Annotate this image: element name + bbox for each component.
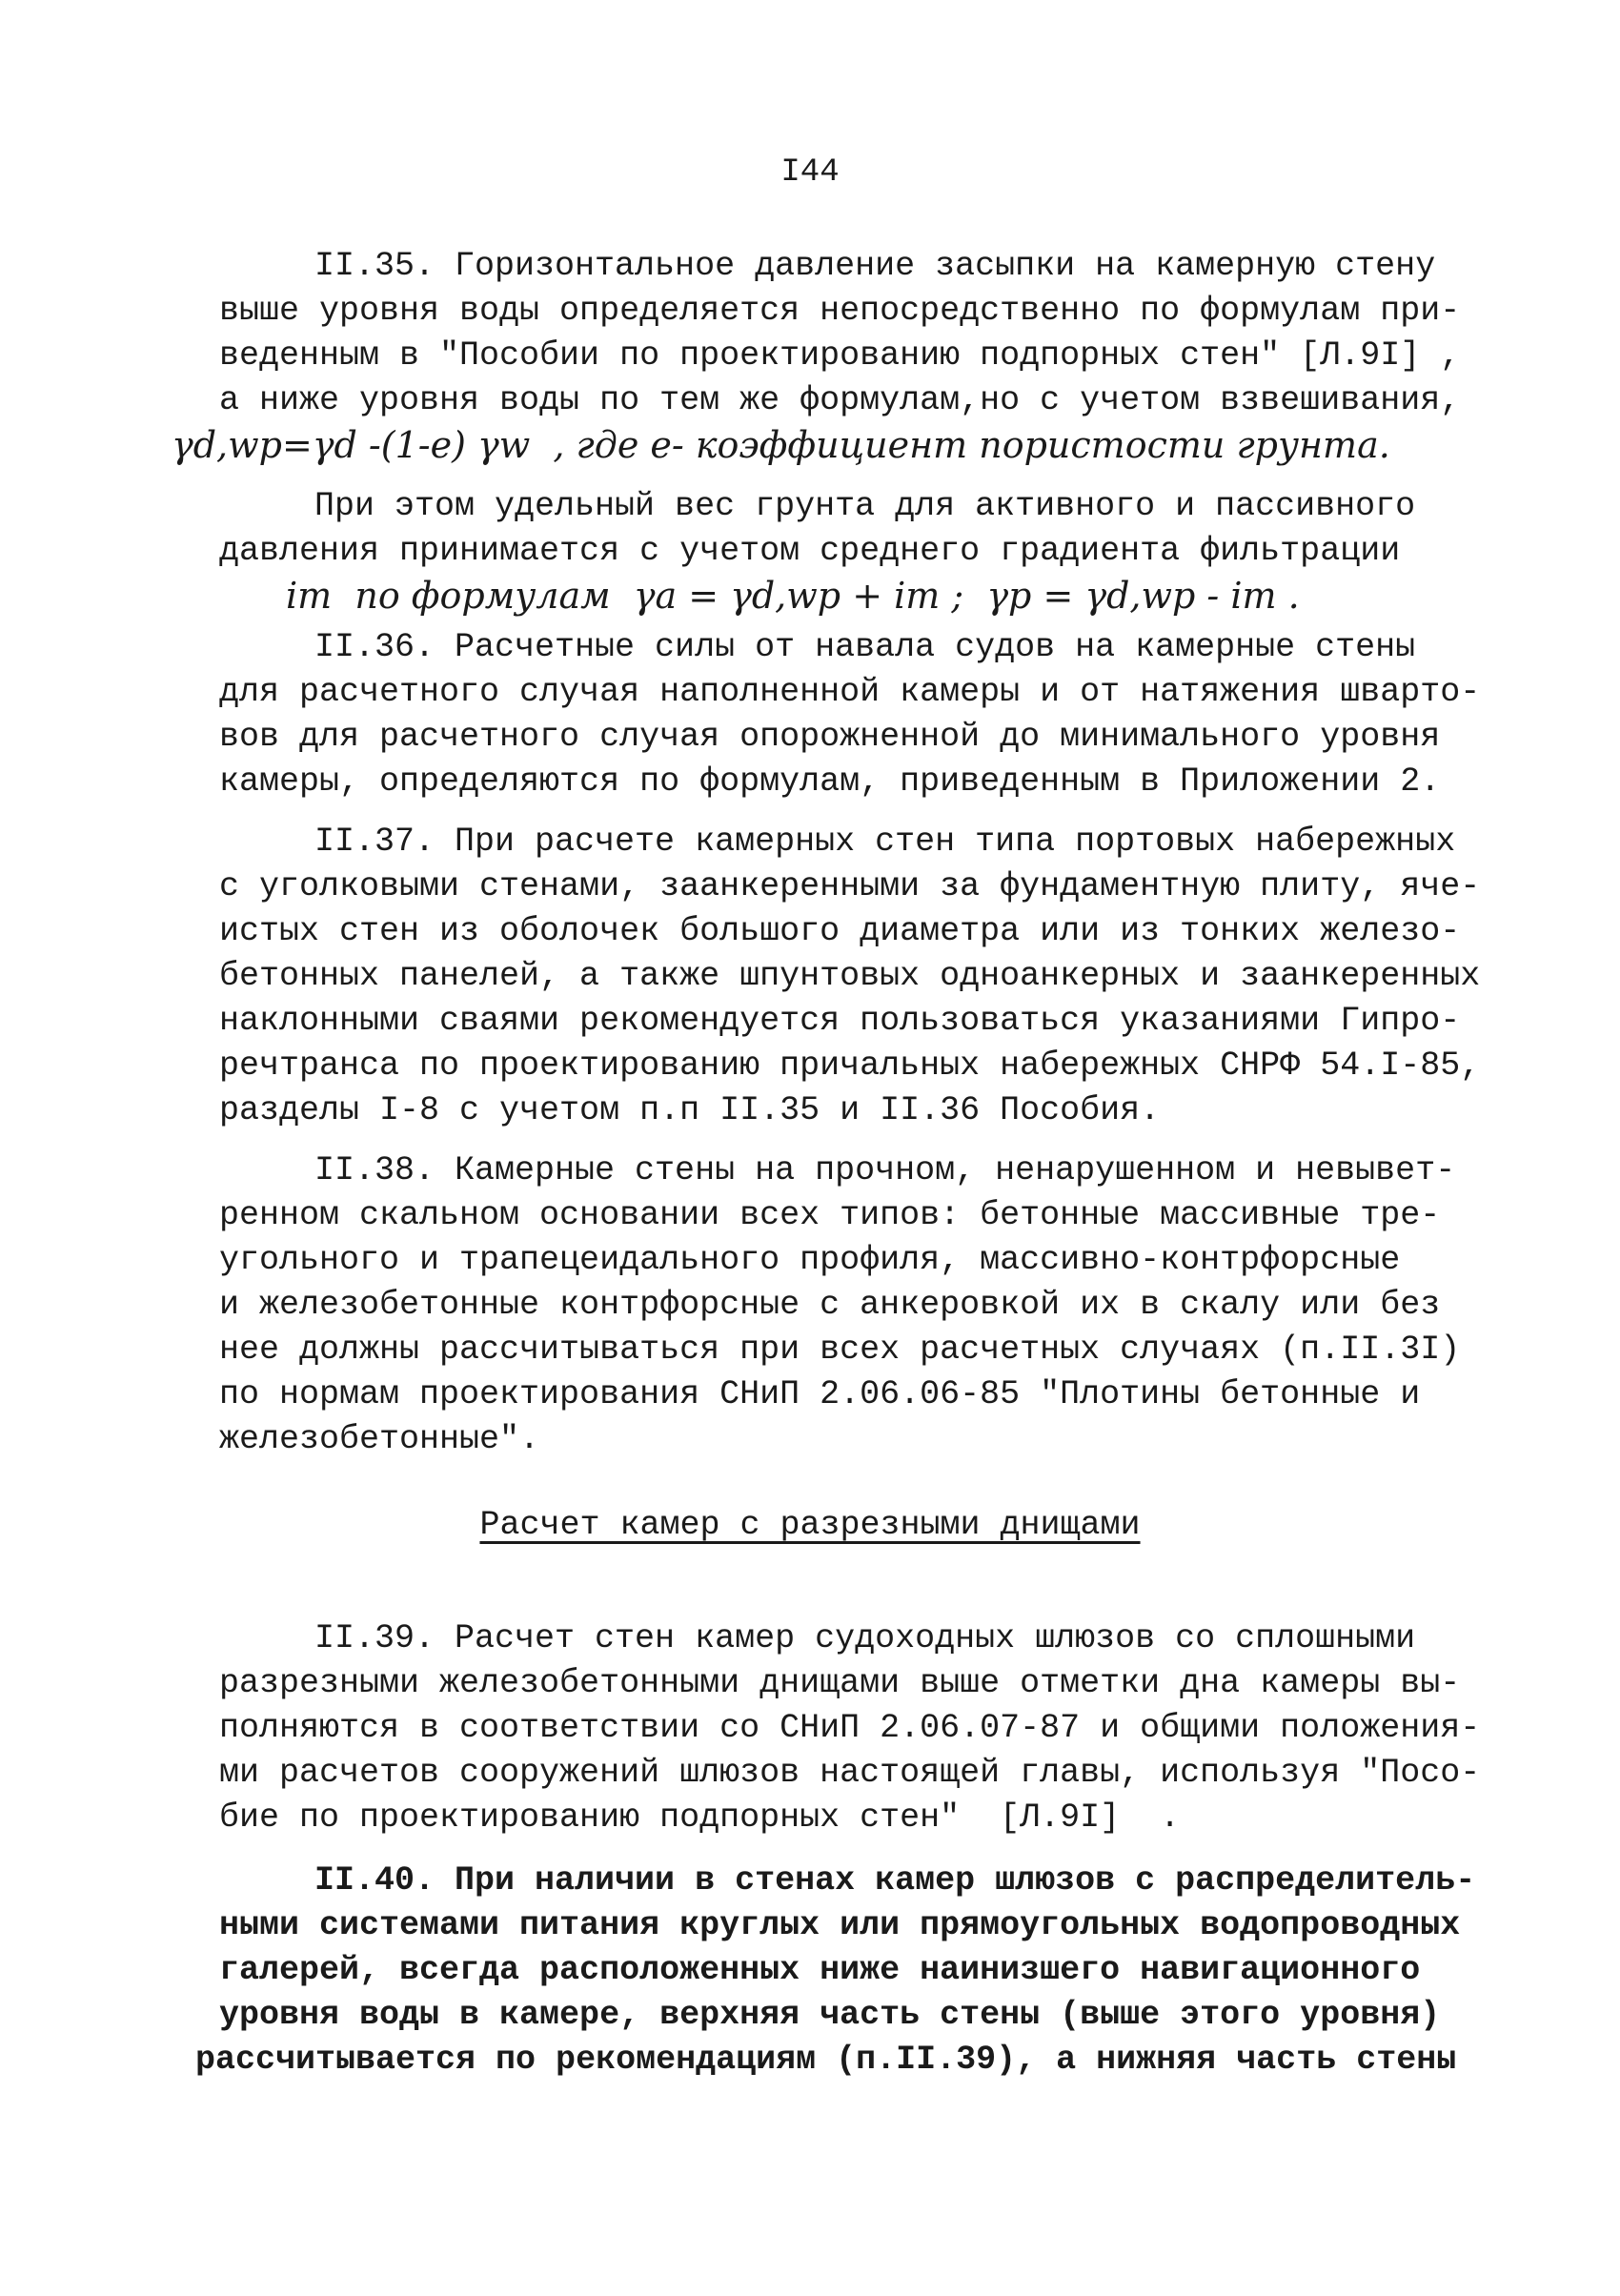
text-line: камеры, определяются по формулам, приведенным в Приложении 2. (219, 762, 1441, 801)
text-line: нее должны рассчитываться при всех расчетных случаях (п.II.3I) (219, 1331, 1461, 1369)
text-line: При этом удельный вес грунта для активного и пассивного (314, 487, 1416, 525)
formula-line: γd,wp=γd -(1-e) γw , где e- коэффициент пористости грунта. (172, 424, 1390, 466)
text-line: давления принимается с учетом среднего градиента фильтрации (219, 532, 1401, 570)
page-number: I44 (780, 154, 840, 191)
section-title: Расчет камер с разрезными днищами (479, 1506, 1141, 1544)
text-line: истых стен из оболочек большого диаметра или из тонких железо- (219, 912, 1461, 950)
text-line: с уголковыми стенами, заанкеренными за фундаментную плиту, яче- (219, 867, 1481, 905)
text-line: II.40. При наличии в стенах камер шлюзов с распределитель- (314, 1861, 1476, 1900)
text-line: а ниже уровня воды по тем же формулам,но с учетом взвешивания, (219, 381, 1461, 419)
text-line: разрезными железобетонными днищами выше отметки дна камеры вы- (219, 1664, 1461, 1702)
text-line: наклонными сваями рекомендуется пользоваться указаниями Гипро- (219, 1002, 1461, 1040)
text-line: угольного и трапецеидального профиля, массивно-контрфорсные (219, 1241, 1401, 1279)
text-line: ми расчетов сооружений шлюзов настоящей главы, используя "Посо- (219, 1754, 1481, 1792)
text-line: для расчетного случая наполненной камеры и от натяжения шварто- (219, 673, 1481, 711)
text-line: вов для расчетного случая опорожненной до минимального уровня (219, 718, 1441, 756)
text-line: и железобетонные контрфорсные с анкеровкой их в скалу или без (219, 1286, 1441, 1324)
text-line: II.37. При расчете камерных стен типа портовых набережных (314, 823, 1456, 861)
text-line: разделы I-8 с учетом п.п II.35 и II.36 Пособия. (219, 1091, 1161, 1129)
text-line: бетонных панелей, а также шпунтовых одноанкерных и заанкеренных (219, 957, 1481, 995)
text-line: II.36. Расчетные силы от навала судов на камерные стены (314, 628, 1416, 666)
text-line: выше уровня воды определяется непосредственно по формулам при- (219, 292, 1461, 330)
formula-line: im по формулам γa = γd,wp + im ; γp = γd,wp - im . (286, 575, 1300, 617)
text-line: рассчитывается по рекомендациям (п.II.39), а нижняя часть стены (195, 2041, 1457, 2079)
text-line: железобетонные". (219, 1420, 540, 1458)
text-line: II.35. Горизонтальное давление засыпки на камерную стену (314, 247, 1436, 285)
text-line: ными системами питания круглых или прямоугольных водопроводных (219, 1906, 1461, 1944)
text-line: по нормам проектирования СНиП 2.06.06-85 "Плотины бетонные и (219, 1375, 1421, 1413)
text-line: полняются в соответствии со СНиП 2.06.07-87 и общими положения- (219, 1709, 1481, 1747)
text-line: речтранса по проектированию причальных набережных СНРФ 54.I-85, (219, 1046, 1481, 1085)
text-line: II.39. Расчет стен камер судоходных шлюзов со сплошными (314, 1619, 1416, 1657)
text-line: веденным в "Пособии по проектированию подпорных стен" [Л.9I] , (219, 336, 1461, 375)
text-line: галерей, всегда расположенных ниже наинизшего навигационного (219, 1951, 1421, 1989)
text-line: уровня воды в камере, верхняя часть стены (выше этого уровня) (219, 1996, 1441, 2034)
text-line: ренном скальном основании всех типов: бетонные массивные тре- (219, 1196, 1441, 1234)
text-line: бие по проектированию подпорных стен" [Л.9I] . (219, 1798, 1181, 1837)
text-line: II.38. Камерные стены на прочном, ненарушенном и невывет- (314, 1151, 1456, 1189)
